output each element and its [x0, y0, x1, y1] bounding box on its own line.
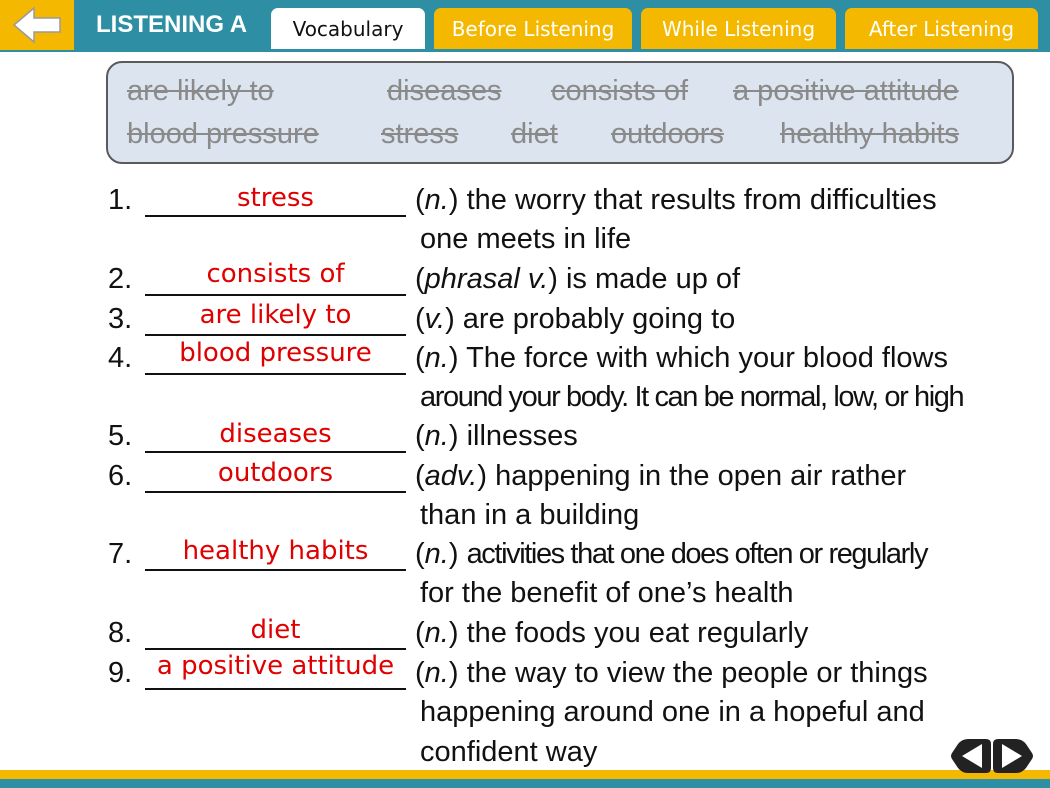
definition-text: the worry that results from difficulties: [466, 184, 937, 216]
definition: (n.) activities that one does often or regularly: [415, 538, 928, 570]
answer-blank: [145, 334, 406, 336]
definition: (n.) The force with which your blood flows: [415, 342, 949, 374]
definition-text: The force with which your blood flows: [466, 342, 949, 374]
part-of-speech: phrasal v.: [424, 263, 549, 295]
item-number: 3.: [108, 303, 133, 335]
footer-bar-yellow: [0, 770, 1050, 779]
tab-before-listening[interactable]: Before Listening: [434, 8, 632, 49]
part-of-speech: n.: [424, 538, 449, 570]
back-arrow-icon: [10, 5, 64, 45]
bank-word: blood pressure: [127, 118, 319, 150]
answer-text: healthy habits: [182, 536, 369, 566]
footer-bar-teal: [0, 779, 1050, 788]
definition-continuation: than in a building: [420, 499, 640, 531]
definition: (n.) illnesses: [415, 420, 578, 452]
definition: (v.) are probably going to: [415, 303, 736, 335]
bank-word: diseases: [387, 75, 502, 107]
answer-blank: [145, 648, 406, 650]
definition: (adv.) happening in the open air rather: [415, 460, 907, 492]
back-button[interactable]: [0, 0, 74, 50]
item-number: 2.: [108, 263, 133, 295]
answer-blank: [145, 491, 406, 493]
definition-text: happening in the open air rather: [495, 460, 907, 492]
definition-text: the way to view the people or things: [466, 657, 928, 689]
prev-slide-button[interactable]: [951, 739, 991, 773]
part-of-speech: n.: [424, 342, 449, 374]
definition-continuation: around your body. It can be normal, low, or high: [420, 381, 964, 413]
slide-navigation: [950, 738, 1034, 774]
part-of-speech: n.: [424, 184, 449, 216]
definition-continuation: confident way: [420, 736, 598, 768]
next-slide-button[interactable]: [993, 739, 1033, 773]
definition-continuation: for the benefit of one’s health: [420, 577, 794, 609]
definition: (n.) the worry that results from difficulties: [415, 184, 937, 216]
definition-text: the foods you eat regularly: [466, 617, 809, 649]
definition-text: are probably going to: [462, 303, 736, 335]
item-number: 8.: [108, 617, 133, 649]
answer-text: diet: [250, 615, 301, 645]
part-of-speech: v.: [424, 303, 446, 335]
answer-blank: [145, 215, 406, 217]
answer-text: outdoors: [217, 458, 334, 488]
answer-text: a positive attitude: [156, 651, 395, 681]
bank-word: are likely to: [127, 75, 274, 107]
definition-text: is made up of: [565, 263, 741, 295]
answer-blank: [145, 451, 406, 453]
definition: (phrasal v.) is made up of: [415, 263, 741, 295]
answer-blank: [145, 294, 406, 296]
section-title: LISTENING A: [96, 11, 248, 38]
answer-text: consists of: [206, 259, 345, 289]
definition-text: activities that one does often or regularly: [466, 538, 928, 570]
part-of-speech: n.: [424, 420, 449, 452]
tab-while-listening[interactable]: While Listening: [641, 8, 836, 49]
answer-text: blood pressure: [179, 338, 372, 368]
definition-text: illnesses: [466, 420, 578, 452]
definition-continuation: one meets in life: [420, 223, 632, 255]
item-number: 4.: [108, 342, 133, 374]
item-number: 9.: [108, 657, 133, 689]
tab-after-listening[interactable]: After Listening: [845, 8, 1038, 49]
item-number: 5.: [108, 420, 133, 452]
item-number: 6.: [108, 460, 133, 492]
definition: (n.) the way to view the people or things: [415, 657, 928, 689]
part-of-speech: n.: [424, 657, 449, 689]
part-of-speech: n.: [424, 617, 449, 649]
item-number: 1.: [108, 184, 133, 216]
answer-text: are likely to: [199, 300, 352, 330]
bank-word: outdoors: [611, 118, 724, 150]
part-of-speech: adv.: [424, 460, 478, 492]
answer-blank: [145, 373, 406, 375]
answer-blank: [145, 569, 406, 571]
item-number: 7.: [108, 538, 133, 570]
answer-text: diseases: [219, 419, 332, 449]
definition: (n.) the foods you eat regularly: [415, 617, 809, 649]
bank-word: stress: [381, 118, 459, 150]
bank-word: healthy habits: [780, 118, 959, 150]
answer-text: stress: [237, 183, 314, 213]
bank-word: consists of: [551, 75, 688, 107]
answer-blank: [145, 688, 406, 690]
bank-word: a positive attitude: [733, 75, 959, 107]
tab-vocabulary[interactable]: Vocabulary: [271, 8, 425, 49]
bank-word: diet: [511, 118, 558, 150]
definition-continuation: happening around one in a hopeful and: [420, 696, 925, 728]
